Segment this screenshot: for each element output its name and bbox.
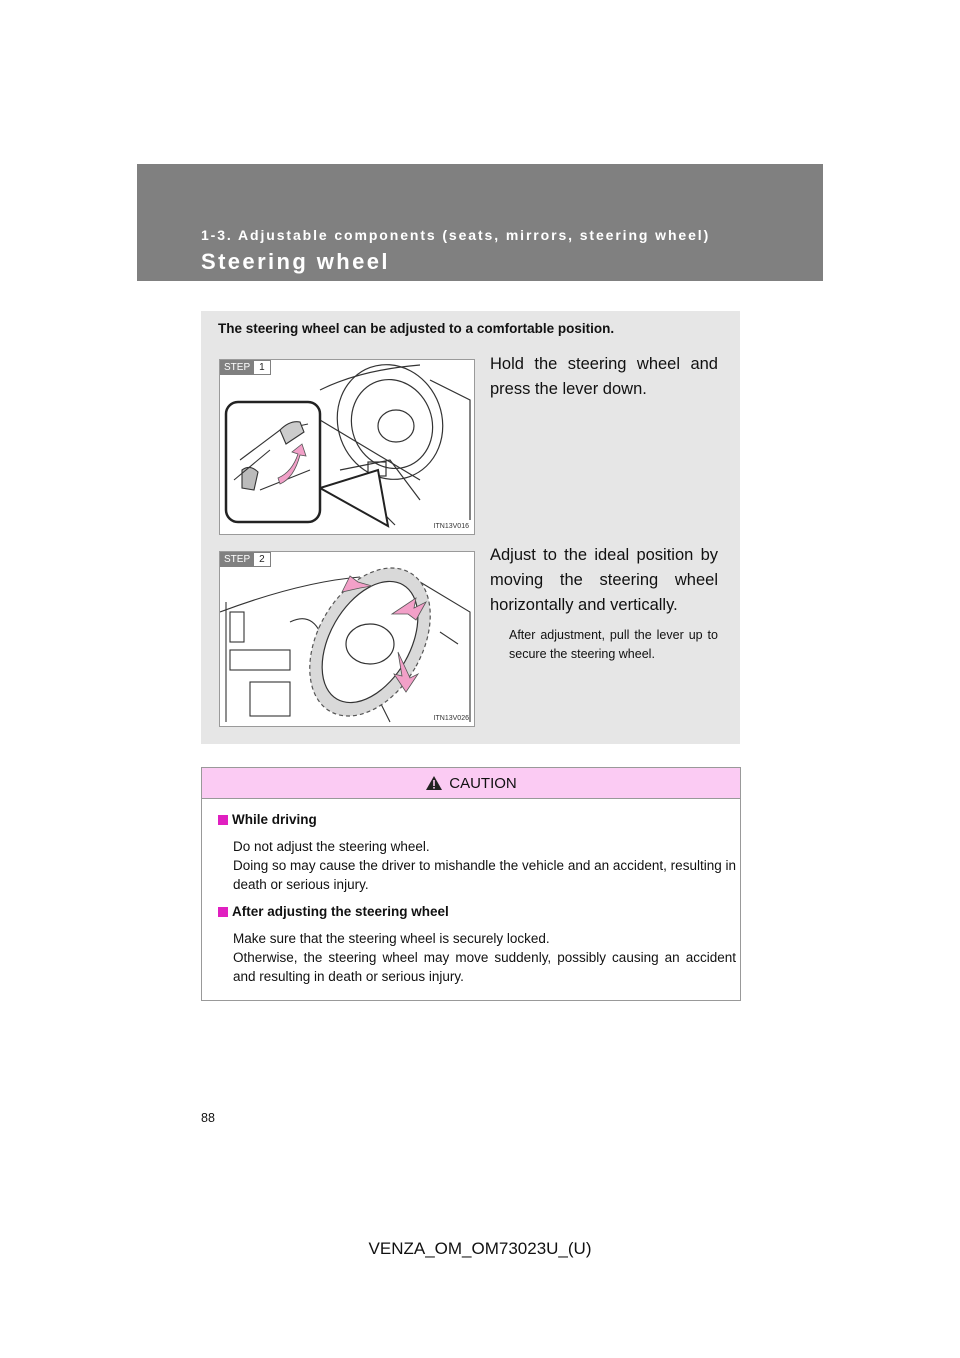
page-number: 88 — [201, 1111, 215, 1125]
step-tag-number: 1 — [254, 360, 271, 375]
figure-code: ITN13V016 — [433, 523, 469, 530]
caution-label: CAUTION — [449, 774, 517, 792]
step1-instruction: Hold the steering wheel and press the lever down. — [490, 355, 718, 398]
steering-lever-drawing — [220, 360, 475, 535]
steering-adjust-drawing — [220, 552, 475, 727]
caution-paragraph: Make sure that the steering wheel is securely locked. — [233, 931, 550, 946]
caution-paragraph: Otherwise, the steering wheel may move suddenly, possibly causing an accident and resulting in death or serious injury. — [233, 950, 736, 984]
step-tag-label: STEP — [220, 360, 254, 375]
step-tag-number: 2 — [254, 552, 271, 567]
caution-item-heading: While driving — [218, 810, 736, 829]
figure-code: ITN13V026 — [433, 715, 469, 722]
document-code: VENZA_OM_OM73023U_(U) — [368, 1239, 592, 1258]
square-bullet-icon — [218, 815, 228, 825]
caution-header — [202, 768, 740, 799]
step2-instruction: Adjust to the ideal position by moving the steering wheel horizontally and vertically. — [490, 546, 718, 614]
caution-item-heading: After adjusting the steering wheel — [218, 902, 736, 921]
step-tag-label: STEP — [220, 552, 254, 567]
step2-illustration — [219, 551, 475, 727]
warning-triangle-icon — [425, 775, 443, 791]
caution-box — [201, 767, 741, 1001]
page-heading: Steering wheel — [201, 249, 390, 274]
step2-note: After adjustment, pull the lever up to secure the steering wheel. — [509, 628, 718, 661]
step1-illustration — [219, 359, 475, 535]
intro-text: The steering wheel can be adjusted to a comfortable position. — [218, 321, 615, 336]
section-title: 1-3. Adjustable components (seats, mirrors, steering wheel) — [201, 227, 711, 243]
caution-body — [218, 810, 736, 986]
caution-paragraph: Do not adjust the steering wheel. — [233, 839, 430, 854]
step2-tag — [220, 552, 271, 567]
square-bullet-icon — [218, 907, 228, 917]
step1-tag — [220, 360, 271, 375]
caution-paragraph: Doing so may cause the driver to mishandle the vehicle and an accident, resulting in death or serious injury. — [233, 858, 736, 892]
